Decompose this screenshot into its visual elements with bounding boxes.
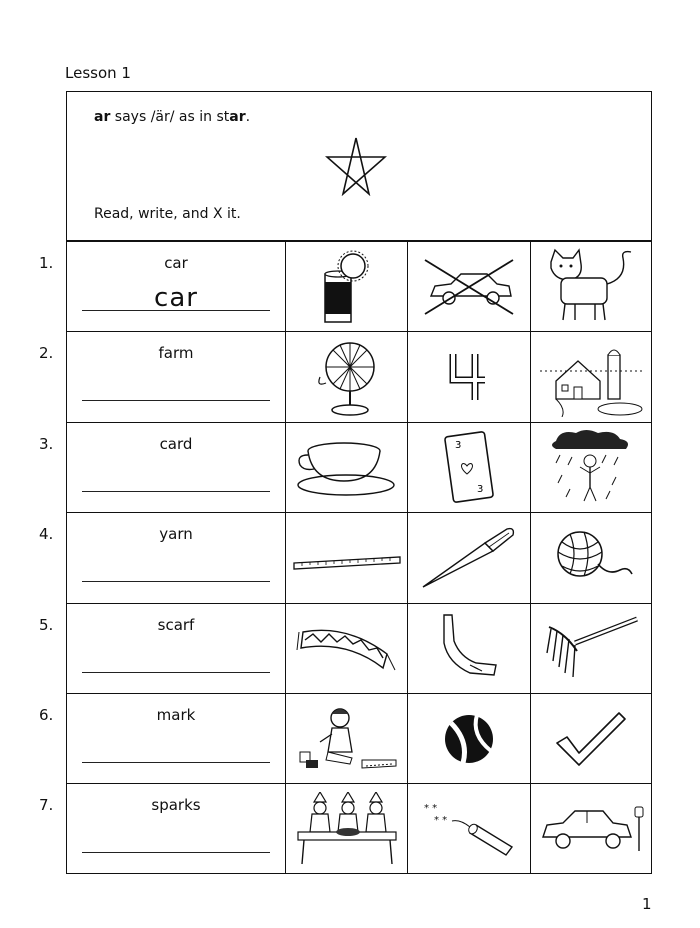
word-label: farm xyxy=(158,344,194,363)
exercise-row xyxy=(39,693,651,783)
rule-ar: ar xyxy=(94,109,111,125)
phonics-rule xyxy=(94,109,250,125)
exercise-row xyxy=(39,512,651,602)
cup-icon xyxy=(294,435,400,499)
answer-line[interactable] xyxy=(82,672,270,673)
word-cell xyxy=(39,694,285,783)
exercise-row xyxy=(39,783,651,873)
child-building-icon xyxy=(292,702,402,776)
rule-ar-2: ar xyxy=(229,109,246,125)
picture-cell[interactable] xyxy=(407,784,530,873)
answer-line[interactable] xyxy=(82,310,270,311)
page-number: 1 xyxy=(642,895,652,913)
picture-cell[interactable] xyxy=(285,694,407,783)
answer-line[interactable] xyxy=(82,852,270,853)
firecracker-icon xyxy=(420,799,518,859)
word-cell xyxy=(39,513,285,602)
row-number: 3. xyxy=(39,434,54,453)
fan-icon xyxy=(312,337,382,417)
answer-line[interactable] xyxy=(82,491,270,492)
answer-line[interactable] xyxy=(82,581,270,582)
lesson-title: Lesson 1 xyxy=(65,64,131,82)
answer-line[interactable] xyxy=(82,400,270,401)
picture-cell[interactable] xyxy=(530,513,651,602)
car-crossed-out-icon xyxy=(421,256,517,318)
word-cell xyxy=(39,423,285,512)
picture-cell[interactable] xyxy=(530,242,651,331)
cat-icon xyxy=(543,248,639,326)
word-label: car xyxy=(164,254,188,272)
word-label: yarn xyxy=(159,525,193,544)
picture-cell[interactable] xyxy=(530,694,651,783)
picture-cell[interactable] xyxy=(407,604,530,693)
farm-icon xyxy=(536,337,646,417)
rain-icon xyxy=(546,427,636,507)
picture-cell[interactable] xyxy=(285,604,407,693)
word-cell xyxy=(39,784,285,873)
rake-icon xyxy=(541,613,641,683)
exercise-grid xyxy=(39,241,652,874)
rule-text: says /är/ as in st xyxy=(110,109,230,125)
scarf-icon xyxy=(295,620,399,676)
four-icon xyxy=(447,350,491,404)
row-number: 4. xyxy=(39,525,54,544)
parked-car-icon xyxy=(537,801,645,857)
picture-cell[interactable] xyxy=(407,513,530,602)
word-label: sparks xyxy=(151,796,201,815)
row-number: 1. xyxy=(39,254,54,272)
star-icon xyxy=(325,136,387,196)
picture-cell[interactable] xyxy=(285,242,407,331)
word-cell xyxy=(39,242,285,331)
word-label: scarf xyxy=(157,615,195,634)
svg-text:3: 3 xyxy=(477,484,484,496)
exercise-row xyxy=(39,331,651,421)
exercise-row xyxy=(39,603,651,693)
written-answer: car xyxy=(154,283,198,313)
word-label: card xyxy=(159,434,193,453)
exercise-row xyxy=(39,422,651,512)
party-kids-icon xyxy=(292,792,402,866)
knife-icon xyxy=(419,525,519,591)
yarn-ball-icon xyxy=(548,526,634,590)
svg-text:* *: * * xyxy=(424,803,438,815)
picture-cell[interactable] xyxy=(407,242,530,331)
row-number: 7. xyxy=(39,796,54,815)
svg-text:* *: * * xyxy=(434,815,448,827)
rule-box xyxy=(66,91,652,241)
picture-cell[interactable] xyxy=(407,332,530,421)
ball-icon xyxy=(441,711,497,767)
picture-cell[interactable] xyxy=(530,332,651,421)
instructions: Read, write, and X it. xyxy=(94,206,241,222)
row-number: 5. xyxy=(39,615,54,634)
picture-cell[interactable] xyxy=(285,784,407,873)
row-number: 6. xyxy=(39,706,54,724)
arm-icon xyxy=(434,613,504,683)
picture-cell[interactable] xyxy=(530,604,651,693)
ruler-icon xyxy=(292,543,402,573)
picture-cell[interactable] xyxy=(407,423,530,512)
word-cell xyxy=(39,332,285,421)
rule-period: . xyxy=(245,109,251,125)
row-number: 2. xyxy=(39,344,54,363)
playing-card-icon xyxy=(441,430,497,504)
picture-cell[interactable] xyxy=(530,784,651,873)
can-icon xyxy=(317,248,377,326)
picture-cell[interactable] xyxy=(285,332,407,421)
picture-cell[interactable] xyxy=(285,423,407,512)
picture-cell[interactable] xyxy=(285,513,407,602)
exercise-row xyxy=(39,241,651,331)
word-cell xyxy=(39,604,285,693)
svg-text:3: 3 xyxy=(455,440,462,452)
word-label: mark xyxy=(156,706,196,724)
picture-cell[interactable] xyxy=(407,694,530,783)
check-mark-icon xyxy=(553,709,629,769)
answer-line[interactable] xyxy=(82,762,270,763)
picture-cell[interactable] xyxy=(530,423,651,512)
